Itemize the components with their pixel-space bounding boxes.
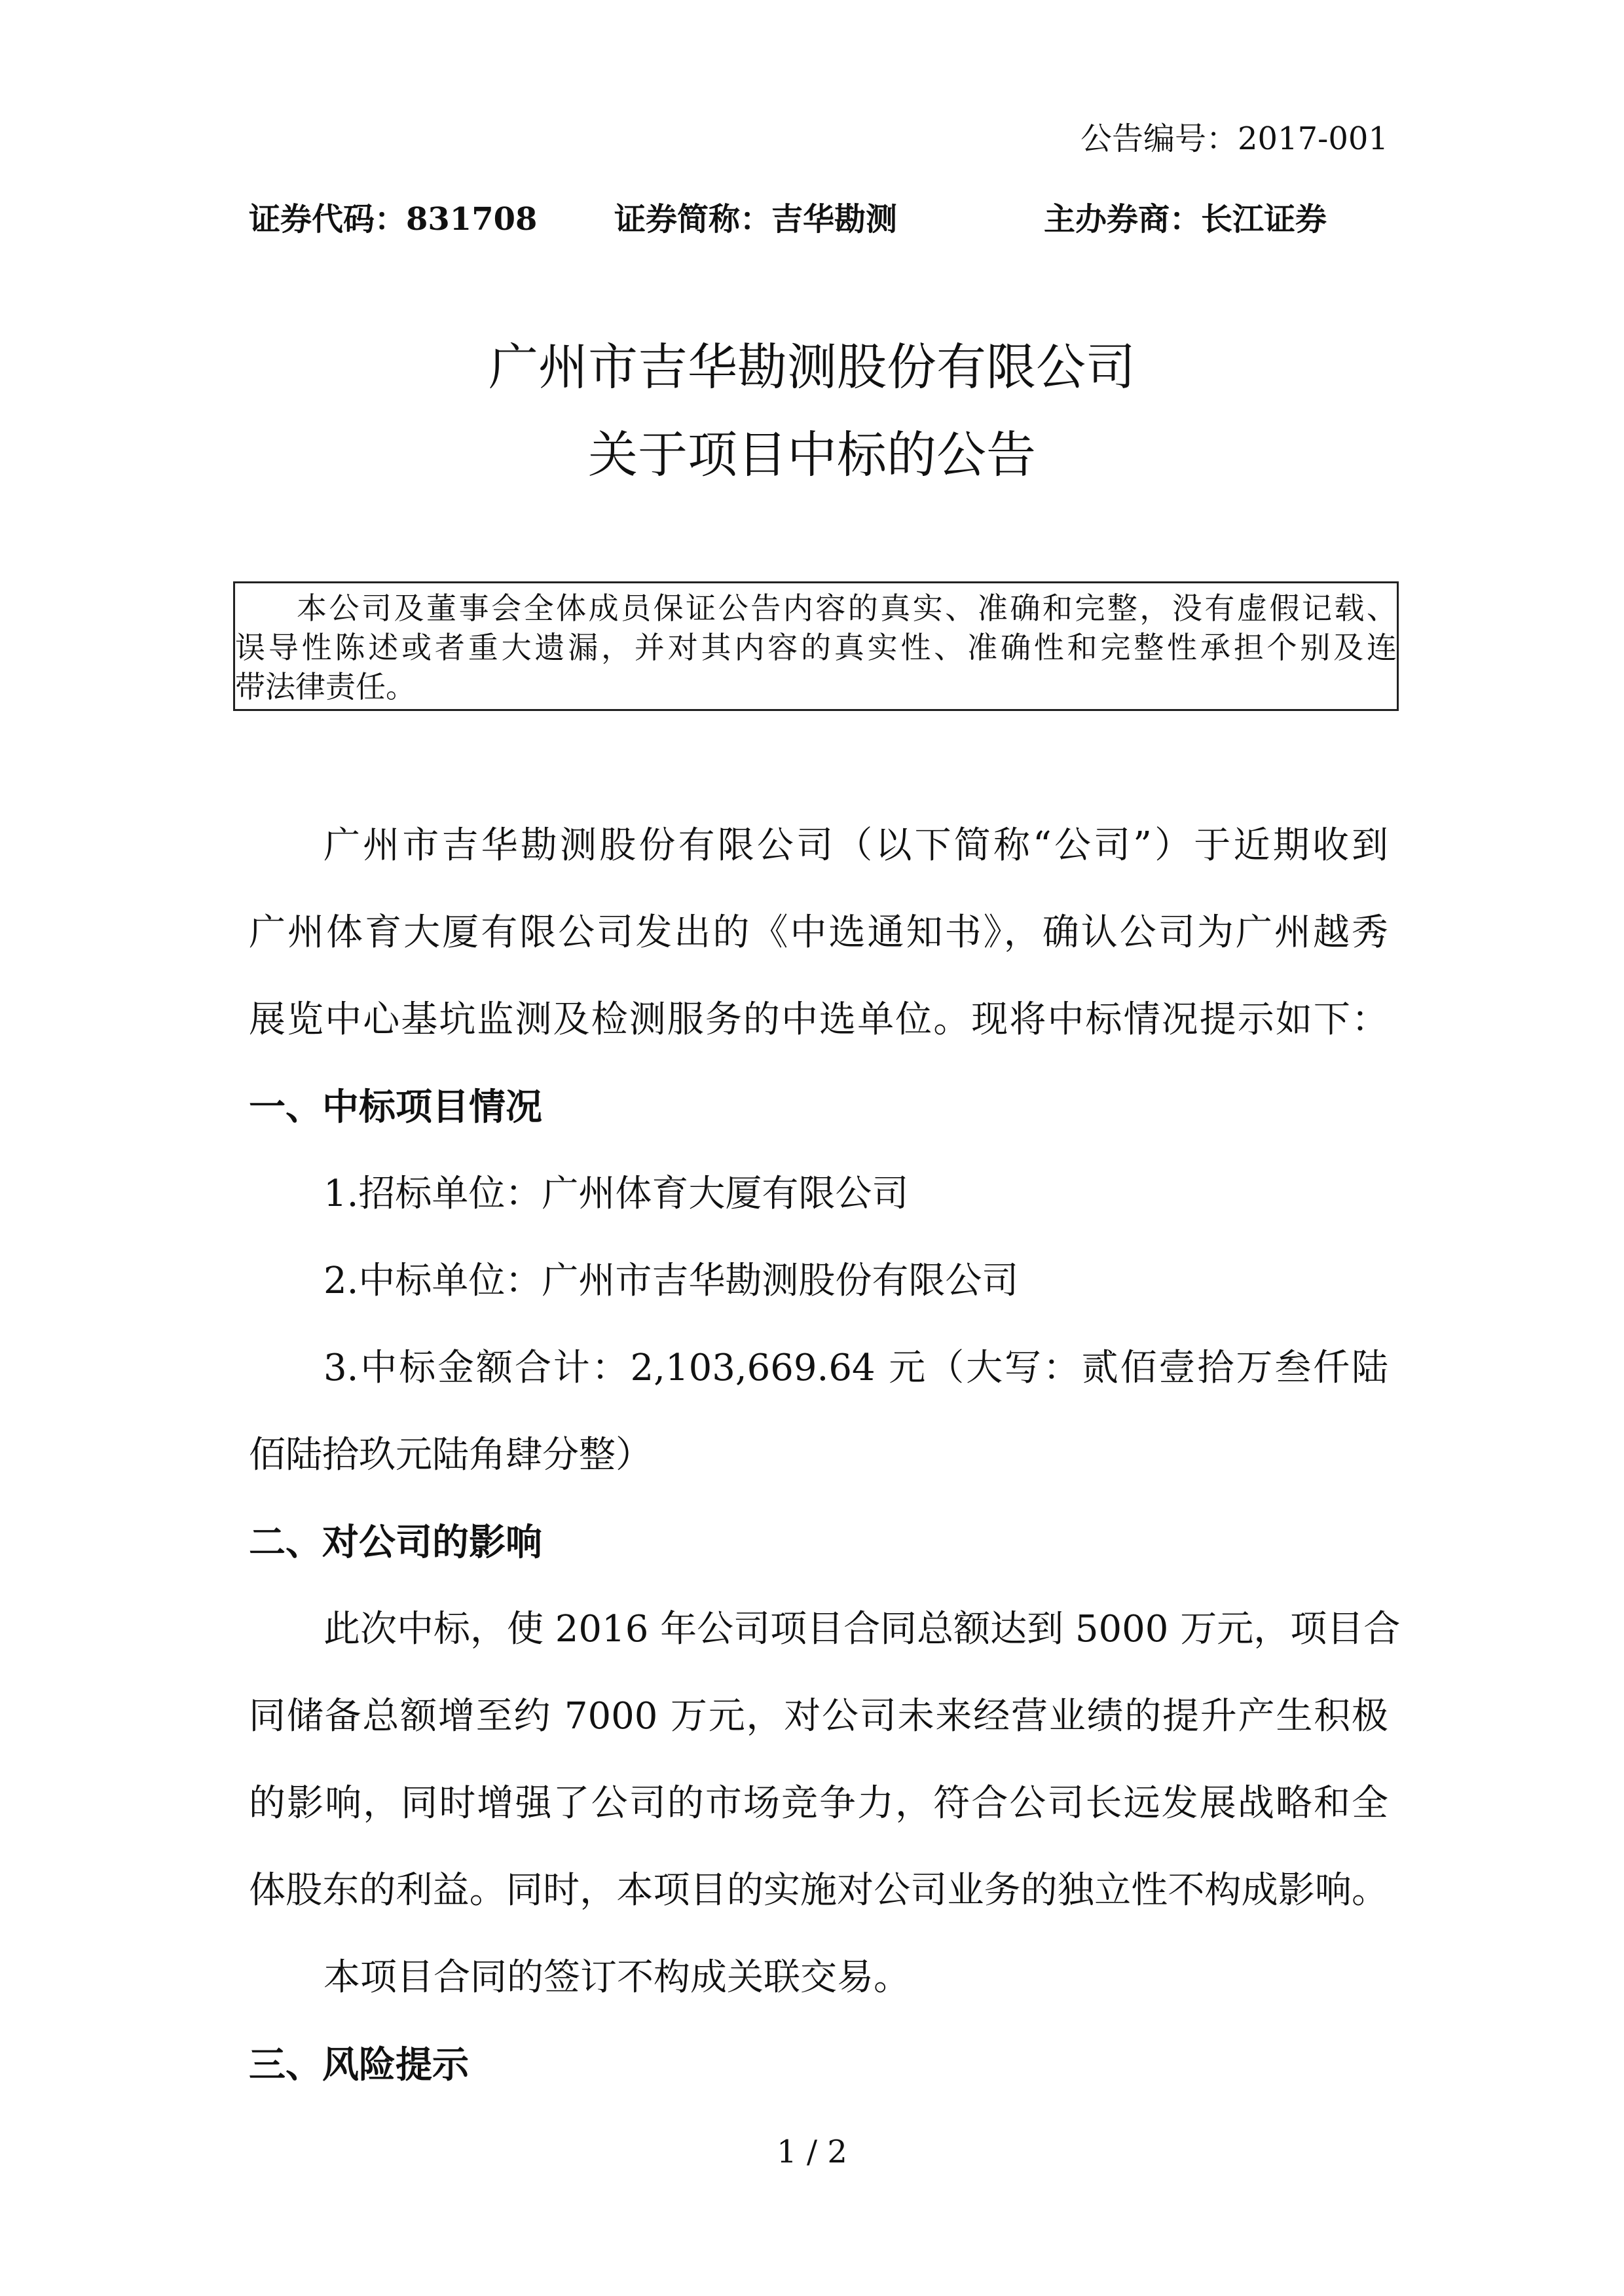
- winner-item: 2.中标单位：广州市吉华勘测股份有限公司: [323, 1260, 1019, 1302]
- impact-line: 的影响，同时增强了公司的市场竞争力，符合公司长远发展战略和全: [249, 1782, 1388, 1825]
- intro-line: 广州市吉华勘测股份有限公司（以下简称“公司”）于近期收到: [323, 824, 1388, 867]
- disclaimer-line: 本公司及董事会全体成员保证公告内容的真实、准确和完整，没有虚假记载、: [297, 591, 1397, 626]
- section-heading: 一、中标项目情况: [249, 1085, 542, 1129]
- intro-line: 展览中心基坑监测及检测服务的中选单位。现将中标情况提示如下：: [249, 998, 1388, 1041]
- stock-abbreviation: 证券简称：吉华勘测: [614, 201, 898, 238]
- related-party-note: 本项目合同的签订不构成关联交易。: [323, 1956, 910, 1999]
- bidder-item: 1.招标单位：广州体育大厦有限公司: [323, 1173, 909, 1215]
- announcement-number: 公告编号：2017-001: [1080, 120, 1388, 157]
- company-title: 广州市吉华勘测股份有限公司: [489, 338, 1135, 396]
- disclaimer-line: 误导性陈述或者重大遗漏，并对其内容的真实性、准确性和完整性承担个别及连: [235, 630, 1397, 665]
- intro-line: 广州体育大厦有限公司发出的《中选通知书》，确认公司为广州越秀: [249, 911, 1388, 954]
- impact-line: 此次中标，使 2016 年公司项目合同总额达到 5000 万元，项目合: [323, 1608, 1401, 1650]
- section-heading: 三、风险提示: [249, 2043, 469, 2086]
- page-number: 1 / 2: [777, 2134, 847, 2170]
- impact-line: 体股东的利益。同时，本项目的实施对公司业务的独立性不构成影响。: [249, 1869, 1388, 1912]
- impact-line: 同储备总额增至约 7000 万元，对公司未来经营业绩的提升产生积极: [249, 1695, 1388, 1738]
- amount-line: 3.中标金额合计：2,103,669.64 元（大写：贰佰壹拾万叁仟陆: [323, 1347, 1388, 1389]
- stock-code: 证券代码：831708: [249, 201, 538, 238]
- disclaimer-line: 带法律责任。: [235, 669, 416, 704]
- amount-line: 佰陆拾玖元陆角肆分整）: [249, 1434, 652, 1476]
- section-heading: 二、对公司的影响: [249, 1521, 542, 1564]
- sponsor-broker: 主办券商：长江证券: [1044, 201, 1327, 238]
- announcement-title: 关于项目中标的公告: [588, 426, 1036, 484]
- disclaimer-box: [233, 581, 1399, 711]
